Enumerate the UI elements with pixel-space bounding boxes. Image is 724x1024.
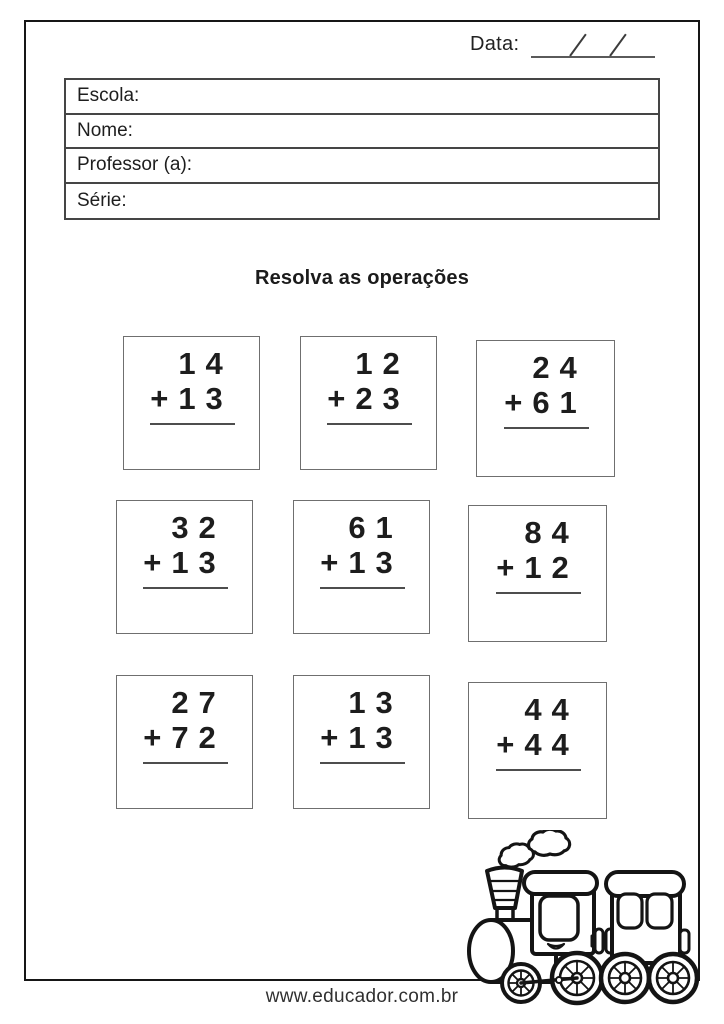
addend-top: 24 [532, 350, 587, 385]
field-value-escola[interactable] [139, 80, 658, 113]
date-slash-icon [570, 34, 587, 57]
train-illustration [456, 830, 708, 1014]
answer-line[interactable] [504, 427, 589, 429]
problem-box [300, 336, 437, 470]
plus-sign: + [320, 545, 349, 580]
addend-top: 13 [348, 685, 403, 720]
problem-box [468, 682, 607, 819]
problem-box [116, 500, 253, 634]
field-row-professor [66, 149, 658, 184]
plus-sign: + [327, 381, 356, 416]
plus-sign: + [504, 385, 533, 420]
answer-line[interactable] [150, 423, 235, 425]
field-label-nome: Nome: [77, 119, 133, 141]
problem-box [468, 505, 607, 642]
addend-top: 32 [171, 510, 226, 545]
date-label: Data: [470, 33, 520, 55]
date-fill-area[interactable] [531, 31, 655, 58]
field-row-serie [66, 184, 658, 219]
problem-box [123, 336, 260, 470]
plus-sign: + [150, 381, 179, 416]
addend-bottom: +13 [320, 545, 403, 580]
addend-bottom: +13 [320, 720, 403, 755]
addend-bottom: +13 [150, 381, 233, 416]
field-row-nome [66, 115, 658, 150]
addend-top: 44 [524, 692, 579, 727]
addend-bottom: +23 [327, 381, 410, 416]
date-block [470, 31, 655, 58]
answer-line[interactable] [496, 769, 581, 771]
field-row-escola [66, 80, 658, 115]
problem-box [476, 340, 615, 477]
answer-line[interactable] [327, 423, 412, 425]
footer-url: www.educador.com.br [265, 986, 459, 1007]
answer-line[interactable] [143, 762, 228, 764]
field-value-professor[interactable] [192, 149, 658, 182]
problem-box [116, 675, 253, 809]
plus-sign: + [496, 550, 525, 585]
student-info-table [64, 78, 660, 220]
answer-line[interactable] [143, 587, 228, 589]
field-label-escola: Escola: [77, 85, 140, 107]
plus-sign: + [496, 727, 525, 762]
problem-box [293, 675, 430, 809]
addend-bottom: +61 [504, 385, 587, 420]
page-title: Resolva as operações [254, 267, 470, 289]
addend-bottom: +12 [496, 550, 579, 585]
plus-sign: + [143, 720, 172, 755]
addend-bottom: +13 [143, 545, 226, 580]
addend-top: 12 [355, 346, 410, 381]
problem-box [293, 500, 430, 634]
field-value-serie[interactable] [127, 184, 658, 219]
field-value-nome[interactable] [133, 115, 658, 148]
plus-sign: + [143, 545, 172, 580]
addend-top: 84 [524, 515, 579, 550]
addend-bottom: +44 [496, 727, 579, 762]
answer-line[interactable] [320, 587, 405, 589]
answer-line[interactable] [320, 762, 405, 764]
addend-top: 14 [178, 346, 233, 381]
addend-top: 61 [348, 510, 403, 545]
addend-top: 27 [171, 685, 226, 720]
field-label-professor: Professor (a): [77, 154, 193, 176]
field-label-serie: Série: [77, 189, 127, 211]
answer-line[interactable] [496, 592, 581, 594]
plus-sign: + [320, 720, 349, 755]
date-slash-icon [610, 34, 627, 57]
addend-bottom: +72 [143, 720, 226, 755]
